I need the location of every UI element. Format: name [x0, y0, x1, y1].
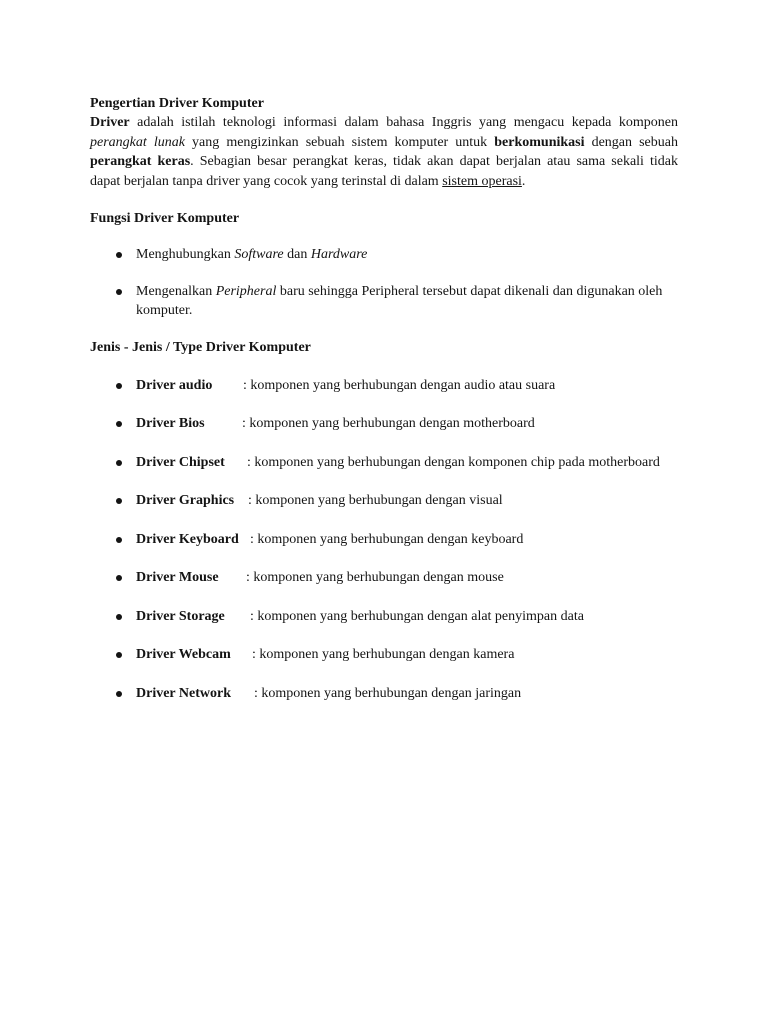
spacer	[90, 321, 678, 338]
document-body	[90, 94, 678, 703]
list-item-italic: Software	[234, 247, 284, 262]
term-perangkat-keras: perangkat keras	[90, 154, 191, 169]
bullet-icon	[116, 460, 122, 466]
bullet-icon	[116, 537, 122, 543]
driver-term: Driver Storage	[136, 608, 225, 624]
driver-description: : komponen yang berhubungan dengan visual	[248, 493, 503, 508]
list-item	[90, 568, 678, 588]
list-item	[90, 530, 678, 550]
term-perangkat-lunak: perangkat lunak	[90, 134, 185, 150]
bullet-icon	[116, 289, 122, 295]
bullet-icon	[116, 383, 122, 389]
term-driver: Driver	[90, 115, 130, 130]
bullet-icon	[116, 421, 122, 427]
driver-description: : komponen yang berhubungan dengan motherboard	[242, 416, 535, 431]
list-item	[90, 684, 678, 704]
driver-description: : komponen yang berhubungan dengan komponen chip pada motherboard	[247, 454, 660, 470]
section-title-fungsi: Fungsi Driver Komputer	[90, 211, 240, 226]
jenis-list	[90, 376, 678, 704]
list-item	[90, 376, 678, 396]
term-berkomunikasi: berkomunikasi	[494, 134, 585, 150]
list-item	[90, 282, 678, 321]
driver-term: Driver Bios	[136, 416, 205, 431]
paragraph-text: adalah istilah teknologi informasi dalam bahasa Inggris yang mengacu kepada komponen	[129, 115, 678, 130]
paragraph-pengertian	[90, 113, 678, 191]
list-item-text: Menghubungkan	[136, 247, 235, 262]
driver-term: Driver Keyboard	[136, 531, 239, 547]
driver-term: Driver Network	[136, 685, 231, 701]
bullet-icon	[116, 498, 122, 504]
paragraph-text: . Sebagian besar perangkat keras, tidak akan dapat berjalan atau sama sekali tidak dapat berjalan tanpa driver yang cocok yang terinstal di dalam	[90, 154, 678, 189]
list-item	[90, 607, 678, 627]
paragraph-text: yang mengizinkan sebuah sistem komputer untuk	[184, 134, 495, 150]
driver-description: : komponen yang berhubungan dengan mouse	[246, 570, 504, 585]
list-item	[90, 245, 678, 265]
driver-term: Driver Webcam	[136, 647, 231, 662]
driver-term: Driver audio	[136, 377, 213, 393]
bullet-icon	[116, 652, 122, 658]
driver-description: : komponen yang berhubungan dengan jaringan	[254, 685, 522, 701]
driver-term: Driver Mouse	[136, 570, 219, 585]
driver-term: Driver Chipset	[136, 454, 225, 470]
list-item-text: Mengenalkan	[136, 283, 216, 299]
link-sistem-operasi[interactable]: sistem operasi	[442, 173, 522, 189]
list-item-italic: Peripheral	[215, 283, 277, 299]
driver-description: : komponen yang berhubungan dengan kamera	[252, 647, 515, 662]
list-item	[90, 491, 678, 511]
bullet-icon	[116, 575, 122, 581]
list-item	[90, 645, 678, 665]
bullet-icon	[116, 691, 122, 697]
bullet-icon	[116, 614, 122, 620]
list-item-text: baru sehingga Peripheral tersebut dapat dikenali dan digunakan oleh komputer.	[136, 283, 663, 318]
bullet-icon	[116, 252, 122, 258]
driver-description: : komponen yang berhubungan dengan keyboard	[250, 531, 524, 547]
driver-term: Driver Graphics	[136, 493, 235, 508]
fungsi-list	[90, 245, 678, 321]
list-item-text: dan	[283, 247, 311, 262]
driver-description: : komponen yang berhubungan dengan audio atau suara	[243, 377, 556, 393]
section-title-pengertian: Pengertian Driver Komputer	[90, 96, 264, 111]
driver-description: : komponen yang berhubungan dengan alat penyimpan data	[250, 608, 584, 624]
list-item	[90, 414, 678, 434]
section-title-jenis: Jenis - Jenis / Type Driver Komputer	[90, 339, 311, 355]
paragraph-text: dengan sebuah	[584, 134, 678, 150]
paragraph-text: .	[521, 173, 526, 189]
list-item	[90, 453, 678, 473]
list-item-italic: Hardware	[310, 247, 368, 262]
spacer	[90, 191, 678, 209]
